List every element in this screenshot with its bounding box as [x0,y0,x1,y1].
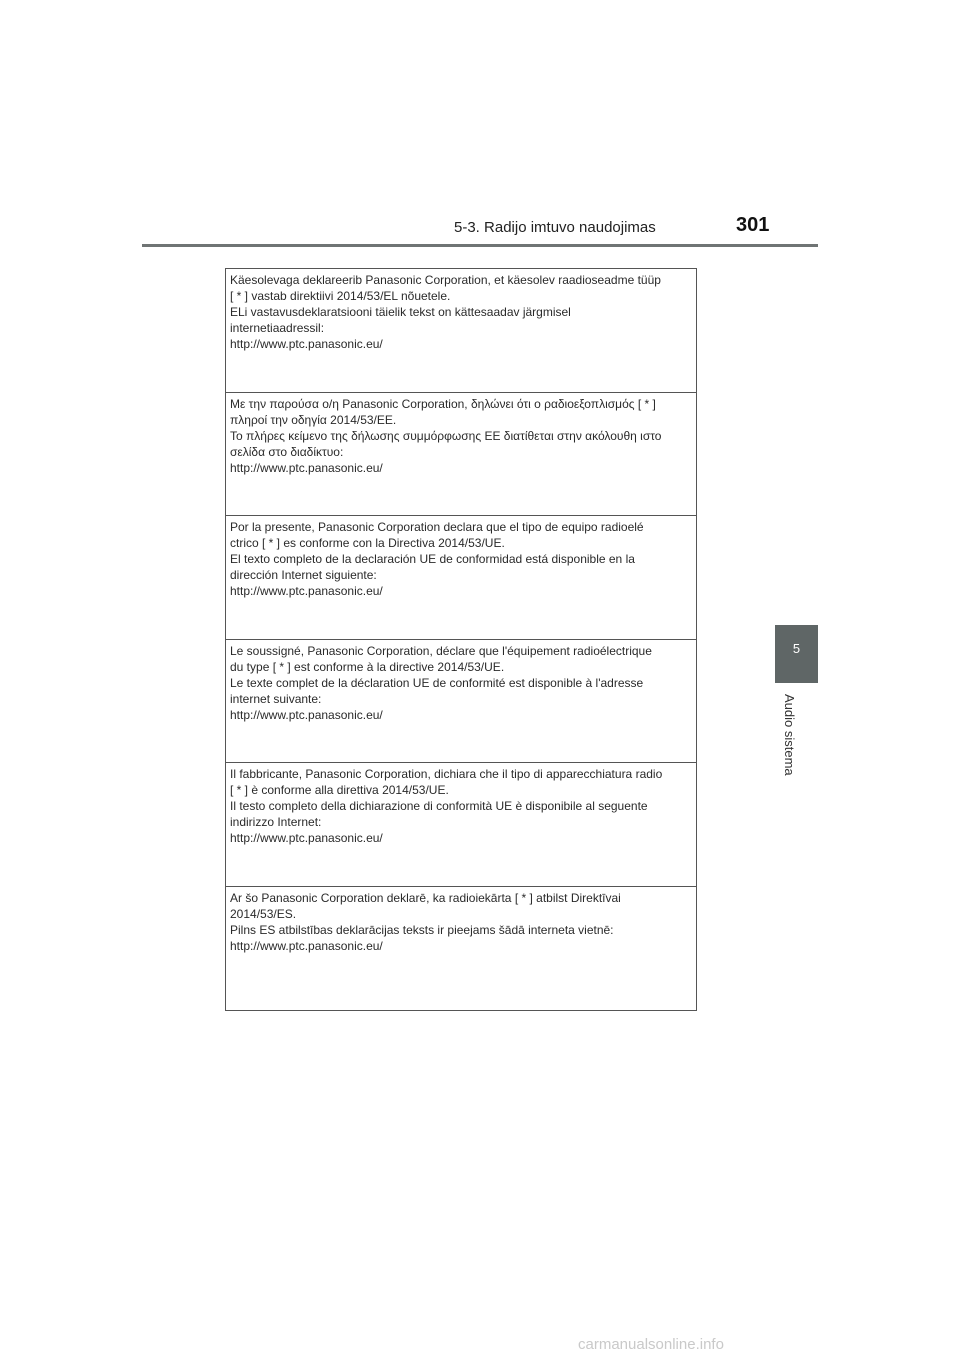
declaration-line: ELi vastavusdeklaratsiooni täielik tekst on kättesaadav järgmisel [230,305,571,319]
declaration-line: ctrico [ * ] es conforme con la Directiva 2014/53/UE. [230,536,505,550]
chapter-number: 5 [792,641,801,656]
declaration-line: Le texte complet de la déclaration UE de conformité est disponible à l'adresse [230,675,644,690]
header-divider [142,244,818,247]
declaration-line: πληροί την οδηγία 2014/53/ΕΕ. [230,412,397,427]
declaration-italian [226,763,696,887]
declaration-line: indirizzo Internet: [230,815,322,829]
watermark: carmanualsonline.info [578,1336,724,1353]
declaration-line: Το πλήρες κείμενο της δήλωσης συμμόρφωσης ΕΕ διατίθεται στην ακόλουθη ιστο [230,428,662,443]
declaration-line: Käesolevaga deklareerib Panasonic Corporation, et käesolev raadioseadme tüüp [230,273,661,287]
chapter-label: Audio sistema [782,694,797,776]
declaration-table [225,268,697,1011]
declaration-line: 2014/53/ES. [230,906,297,921]
declaration-url: http://www.ptc.panasonic.eu/ [230,460,383,475]
declaration-line: σελίδα στο διαδίκτυο: [230,444,344,459]
declaration-line: Por la presente, Panasonic Corporation declara que el tipo de equipo radioelé [230,520,644,534]
declaration-line: internet suivante: [230,691,322,706]
declaration-url: http://www.ptc.panasonic.eu/ [230,707,383,722]
declaration-line: Ar šo Panasonic Corporation deklarē, ka radioiekārta [ * ] atbilst Direktīvai [230,890,621,905]
declaration-url: http://www.ptc.panasonic.eu/ [230,584,383,598]
declaration-line: [ * ] è conforme alla direttiva 2014/53/UE. [230,783,449,797]
declaration-greek [226,393,696,517]
declaration-line: internetiaadressil: [230,321,325,335]
declaration-url: http://www.ptc.panasonic.eu/ [230,337,383,351]
declaration-line: Il fabbricante, Panasonic Corporation, dichiara che il tipo di apparecchiatura radio [230,767,663,781]
declaration-spanish [226,516,696,640]
declaration-line: Le soussigné, Panasonic Corporation, déclare que l'équipement radioélectrique [230,643,652,658]
declaration-french [226,640,696,764]
chapter-tab[interactable] [775,625,818,683]
declaration-line: Il testo completo della dichiarazione di conformità UE è disponibile al seguente [230,799,648,813]
declaration-line: du type [ * ] est conforme à la directive 2014/53/UE. [230,659,505,674]
declaration-latvian [226,887,696,1011]
declaration-estonian [226,269,696,393]
declaration-line: Pilns ES atbilstības deklarācijas teksts ir pieejams šādā interneta vietnē: [230,922,614,937]
declaration-line: [ * ] vastab direktiivi 2014/53/EL nõuetele. [230,289,451,303]
declaration-line: El texto completo de la declaración UE de conformidad está disponible en la [230,552,635,566]
declaration-line: dirección Internet siguiente: [230,568,377,582]
declaration-line: Με την παρούσα ο/η Panasonic Corporation, δηλώνει ότι ο ραδιοεξοπλισμός [ * ] [230,396,656,411]
page-number: 301 [736,214,770,236]
declaration-url: http://www.ptc.panasonic.eu/ [230,938,383,953]
declaration-url: http://www.ptc.panasonic.eu/ [230,831,383,845]
section-title: 5-3. Radijo imtuvo naudojimas [454,219,656,236]
